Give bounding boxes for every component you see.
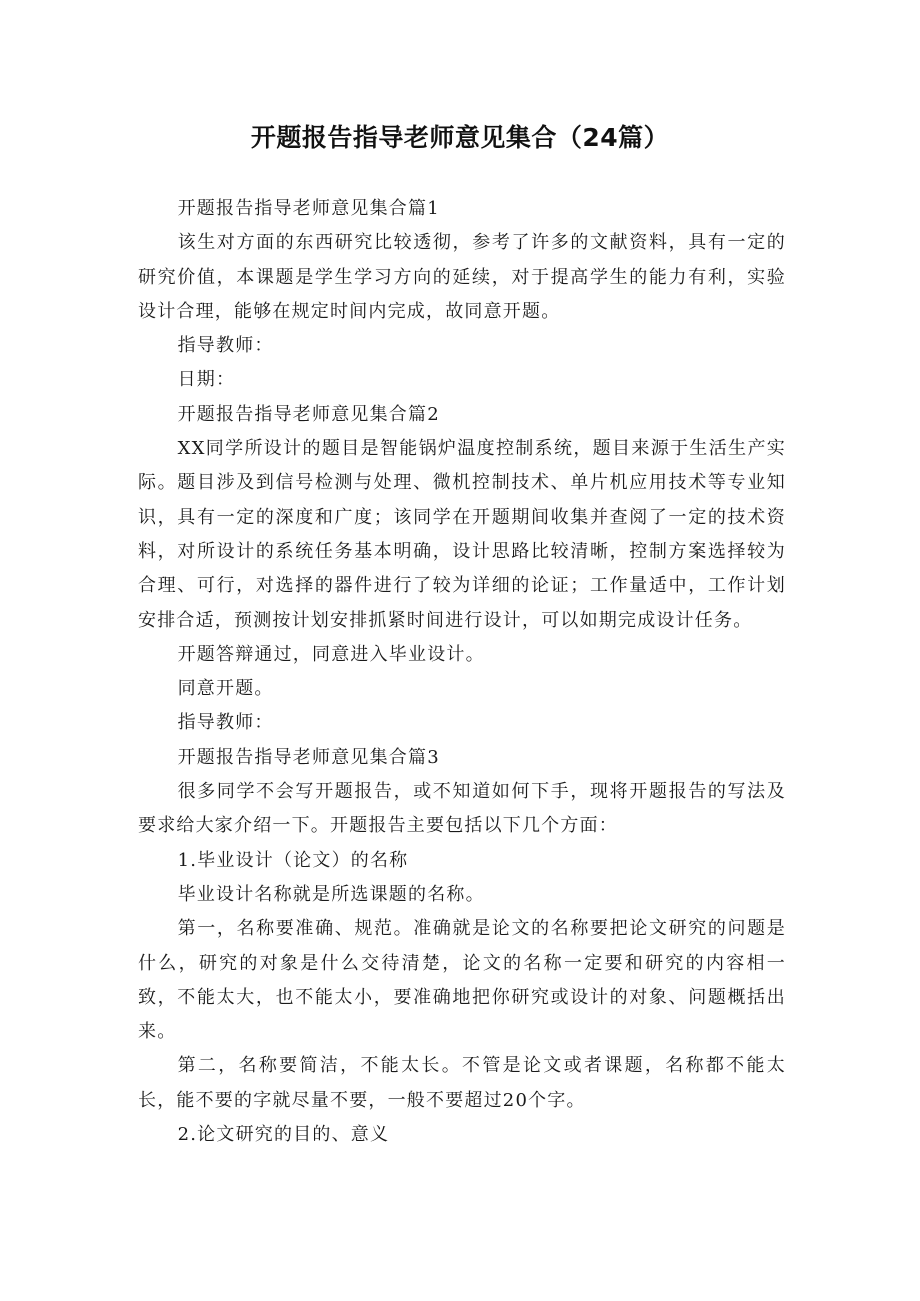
paragraph: XX同学所设计的题目是智能锅炉温度控制系统，题目来源于生活生产实际。题目涉及到信号检测与处理、微机控制技术、单片机应用技术等专业知识，具有一定的深度和广度；该同学在开题期间收集并查阅了一定的技术资料，对所设计的系统任务基本明确，设计思路比较清晰，控制方案选择较为合理、可行，对选择的器件进行了较为详细的论证；工作量适中，工作计划安排合适，预测按计划安排抓紧时间进行设计，可以如期完成设计任务。 bbox=[138, 438, 786, 631]
paragraph: 该生对方面的东西研究比较透彻，参考了许多的文献资料，具有一定的研究价值，本课题是学生学习方向的延续，对于提高学生的能力有利，实验设计合理，能够在规定时间内完成，故同意开题。 bbox=[138, 232, 786, 322]
paragraph: 第二，名称要简洁，不能太长。不管是论文或者课题，名称都不能太长，能不要的字就尽量不要，一般不要超过20个字。 bbox=[138, 1055, 786, 1111]
paragraph: 毕业设计名称就是所选课题的名称。 bbox=[177, 883, 485, 905]
list-item-heading: 2.论文研究的目的、意义 bbox=[177, 1124, 390, 1146]
paragraph: 开题答辩通过，同意进入毕业设计。 bbox=[177, 643, 485, 665]
date-label: 日期： bbox=[177, 369, 236, 391]
signature-label: 指导教师： bbox=[177, 335, 274, 357]
paragraph: 同意开题。 bbox=[177, 678, 274, 700]
paragraph: 第一，名称要准确、规范。准确就是论文的名称要把论文研究的问题是什么，研究的对象是什么交待清楚，论文的名称一定要和研究的内容相一致，不能太大，也不能太小，要准确地把你研究或设计的对象、问题概括出来。 bbox=[138, 918, 786, 1043]
section-heading-1: 开题报告指导老师意见集合篇1 bbox=[177, 198, 440, 219]
section-heading-3: 开题报告指导老师意见集合篇3 bbox=[177, 746, 440, 768]
section-heading-2: 开题报告指导老师意见集合篇2 bbox=[177, 403, 440, 425]
signature-label: 指导教师： bbox=[177, 712, 274, 734]
list-item-heading: 1.毕业设计（论文）的名称 bbox=[177, 849, 409, 871]
document-body bbox=[138, 192, 786, 1152]
paragraph: 很多同学不会写开题报告，或不知道如何下手，现将开题报告的写法及要求给大家介绍一下。开题报告主要包括以下几个方面： bbox=[138, 781, 786, 837]
document-title: 开题报告指导老师意见集合（24篇） bbox=[250, 123, 670, 152]
